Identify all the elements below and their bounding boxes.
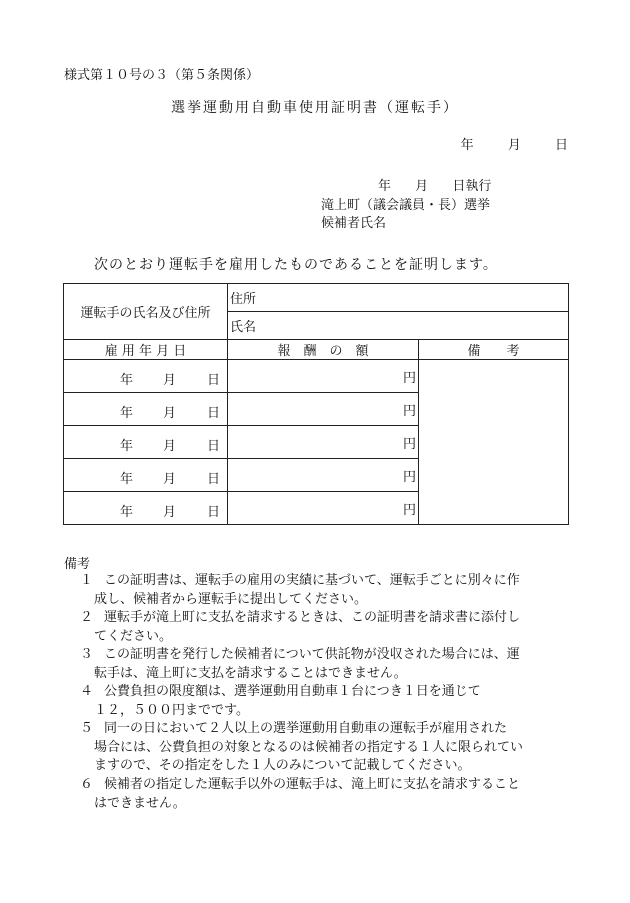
row-day: 日: [207, 439, 221, 454]
table-header-row: [64, 340, 569, 360]
remuneration-cell: 円: [228, 426, 419, 459]
row-day: 日: [207, 505, 221, 520]
document-date: [431, 134, 568, 153]
row-year: 年: [120, 505, 134, 520]
driver-label: 運転手の氏名及び住所: [64, 284, 228, 340]
note-number: ２: [80, 610, 94, 625]
employment-date-cell: [64, 459, 228, 492]
election-month: 月: [415, 179, 429, 194]
note-number: １: [80, 573, 94, 588]
note-line: この証明書を発行した候補者について供託物が没収された場合には、運: [104, 647, 520, 662]
note-line: この証明書は、運転手の雇用の実績に基づいて、運転手ごとに別々に作: [104, 573, 520, 588]
row-day: 日: [207, 373, 221, 388]
note-line: １２，５００円までです。: [94, 702, 249, 718]
name-field: 氏名: [228, 312, 569, 340]
note-item: [80, 646, 570, 683]
remuneration-cell: 円: [228, 459, 419, 492]
date-year: 年: [460, 138, 474, 153]
date-month: 月: [507, 138, 521, 153]
election-date: [378, 175, 491, 194]
note-line: ますので、その指定をした１人のみについて記載してください。: [94, 758, 471, 773]
employment-date-cell: [64, 492, 228, 525]
date-day: 日: [554, 138, 568, 153]
note-item: [80, 776, 570, 813]
note-line: 転手は、滝上町に支払を請求することはできません。: [94, 665, 407, 681]
remarks-cell: [419, 360, 569, 525]
col-remuneration: 報 酬 の 額: [228, 340, 419, 360]
row-month: 月: [163, 406, 177, 421]
note-number: ４: [80, 684, 94, 699]
row-year: 年: [120, 406, 134, 421]
row-year: 年: [120, 439, 134, 454]
document-title: 選挙運動用自動車使用証明書（運転手）: [171, 100, 459, 116]
row-month: 月: [163, 472, 177, 487]
election-day: 日執行: [452, 179, 492, 194]
note-item: [80, 609, 570, 646]
note-item: [80, 720, 570, 776]
note-line: 公費負担の限度額は、選挙運動用自動車１台につき１日を通じて: [104, 684, 481, 699]
remuneration-cell: 円: [228, 393, 419, 426]
row-year: 年: [120, 472, 134, 487]
address-row: [64, 284, 569, 312]
note-number: ５: [80, 721, 94, 736]
address-field: 住所: [228, 284, 569, 312]
note-line: 候補者の指定した運転手以外の運転手は、滝上町に支払を請求すること: [104, 777, 521, 792]
col-remarks: 備 考: [419, 340, 569, 360]
candidate-name-label: 候補者氏名: [321, 216, 387, 231]
form-number: 様式第１０号の３（第５条関係）: [64, 68, 260, 83]
note-line: 成し、候補者から運転手に提出してください。: [94, 591, 368, 607]
note-line: 同一の日において２人以上の選挙運動用自動車の運転手が雇用された: [104, 721, 508, 736]
certificate-table: [63, 283, 569, 525]
row-year: 年: [120, 373, 134, 388]
certification-statement: 次のとおり運転手を雇用したものであることを証明します。: [94, 257, 498, 273]
employment-date-cell: [64, 360, 228, 393]
note-line: てください。: [94, 628, 173, 644]
note-number: ３: [80, 647, 94, 662]
note-number: ６: [80, 777, 94, 792]
row-month: 月: [163, 373, 177, 388]
employment-date-cell: [64, 393, 228, 426]
election-year: 年: [378, 179, 392, 194]
notes-title: 備考: [64, 557, 91, 572]
row-day: 日: [207, 406, 221, 421]
note-item: [80, 572, 570, 609]
note-line: はできません。: [94, 795, 186, 811]
table-row: [64, 360, 569, 393]
note-line: 場合には、公費負担の対象となるのは候補者の指定する１人に限られてい: [94, 739, 524, 755]
col-employment-date: 雇 用 年 月 日: [64, 340, 228, 360]
row-month: 月: [163, 505, 177, 520]
note-line: 運転手が滝上町に支払を請求するときは、この証明書を請求書に添付し: [104, 610, 521, 625]
employment-date-cell: [64, 426, 228, 459]
row-month: 月: [163, 439, 177, 454]
row-day: 日: [207, 472, 221, 487]
election-name: 滝上町（議会議員・長）選挙: [321, 198, 491, 213]
remuneration-cell: 円: [228, 492, 419, 525]
remuneration-cell: 円: [228, 360, 419, 393]
note-item: [80, 683, 570, 720]
